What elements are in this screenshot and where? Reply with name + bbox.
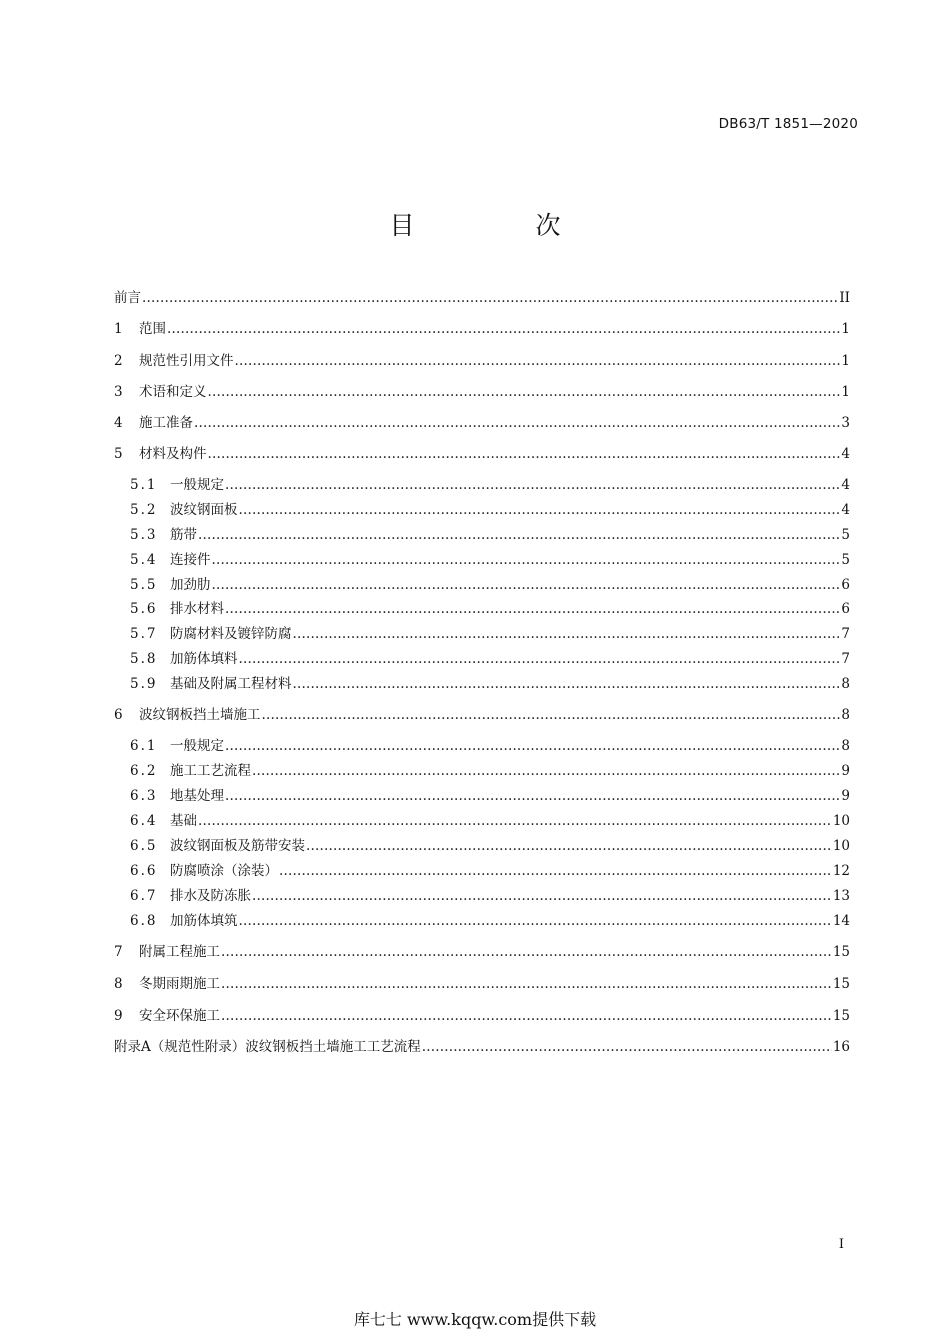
toc-entry-label: 冬期雨期施工 — [139, 976, 220, 992]
toc-entry-number: 1 — [114, 321, 123, 337]
toc-entry[interactable] — [114, 834, 850, 856]
toc-entry-label: 防腐材料及镀锌防腐 — [170, 626, 292, 642]
toc-entry[interactable] — [114, 1004, 850, 1026]
toc-entry-page: 14 — [832, 913, 850, 929]
toc-entry-page: 7 — [841, 626, 850, 642]
toc-entry-label: 波纹钢面板 — [170, 502, 238, 518]
toc-entry-page: 5 — [841, 552, 850, 568]
toc-entry[interactable] — [114, 784, 850, 806]
toc-entry-number: 7 — [114, 944, 123, 960]
toc-entry-page: 10 — [832, 813, 850, 829]
toc-entry-page: 3 — [841, 415, 850, 431]
toc-leader-dots — [212, 552, 841, 568]
toc-entry[interactable] — [114, 884, 850, 906]
toc-entry-number: 6.3 — [130, 788, 158, 804]
toc-entry-label: 附属工程施工 — [139, 944, 220, 960]
toc-entry-number: 4 — [114, 415, 123, 431]
toc-entry-number: 6.4 — [130, 813, 158, 829]
toc-entry-page: 16 — [832, 1039, 850, 1055]
toc-leader-dots — [293, 676, 841, 692]
toc-leader-dots — [225, 601, 840, 617]
toc-entry-page: 9 — [841, 763, 850, 779]
toc-leader-dots — [279, 863, 832, 879]
toc-entry-label: 一般规定 — [170, 738, 224, 754]
toc-entry-number: 6.2 — [130, 763, 158, 779]
toc-entry-page: 15 — [832, 976, 850, 992]
toc-leader-dots — [239, 502, 841, 518]
toc-entry-label: 术语和定义 — [139, 384, 207, 400]
toc-entry[interactable] — [114, 573, 850, 595]
toc-entry[interactable] — [114, 286, 850, 308]
page-number: I — [838, 1237, 844, 1252]
toc-entry-page: 13 — [832, 888, 850, 904]
toc-leader-dots — [252, 888, 832, 904]
toc-entry[interactable] — [114, 703, 850, 725]
toc-entry-number: 6.1 — [130, 738, 158, 754]
toc-entry-label: 附录A（规范性附录）波纹钢板挡土墙施工工艺流程 — [114, 1039, 421, 1055]
toc-entry-label: 前言 — [114, 290, 141, 306]
toc-leader-dots — [221, 1008, 832, 1024]
toc-entry-label: 波纹钢板挡土墙施工 — [139, 707, 261, 723]
toc-entry-label: 筋带 — [170, 527, 197, 543]
toc-leader-dots — [225, 738, 840, 754]
toc-entry-label: 基础 — [170, 813, 197, 829]
toc-leader-dots — [208, 384, 841, 400]
toc-entry-page: 8 — [841, 707, 850, 723]
toc-entry-number: 5.6 — [130, 601, 158, 617]
toc-entry-label: 一般规定 — [170, 477, 224, 493]
toc-entry-number: 5.9 — [130, 676, 158, 692]
toc-entry[interactable] — [114, 548, 850, 570]
toc-entry-number: 5 — [114, 446, 123, 462]
toc-leader-dots — [225, 477, 840, 493]
toc-entry-page: 12 — [832, 863, 850, 879]
toc-entry-number: 6.6 — [130, 863, 158, 879]
toc-entry-label: 排水材料 — [170, 601, 224, 617]
toc-entry-number: 6.5 — [130, 838, 158, 854]
toc-entry[interactable] — [114, 909, 850, 931]
toc-entry-number: 5.3 — [130, 527, 158, 543]
toc-entry[interactable] — [114, 1035, 850, 1057]
toc-entry-number: 3 — [114, 384, 123, 400]
toc-leader-dots — [293, 626, 841, 642]
toc-entry-page: 4 — [841, 477, 850, 493]
toc-entry-page: 1 — [841, 384, 850, 400]
toc-entry-page: 8 — [841, 738, 850, 754]
toc-leader-dots — [208, 446, 841, 462]
toc-leader-dots — [306, 838, 832, 854]
toc-entry-number: 5.7 — [130, 626, 158, 642]
toc-leader-dots — [422, 1039, 832, 1055]
toc-leader-dots — [212, 577, 841, 593]
toc-entry[interactable] — [114, 442, 850, 464]
toc-entry-page: 6 — [841, 601, 850, 617]
toc-leader-dots — [262, 707, 841, 723]
toc-entry-label: 波纹钢面板及筋带安装 — [170, 838, 305, 854]
toc-entry[interactable] — [114, 317, 850, 339]
toc-entry-page: 4 — [841, 446, 850, 462]
toc-entry[interactable] — [114, 940, 850, 962]
footer-watermark: 库七七 www.kqqw.com提供下载 — [353, 1310, 597, 1329]
toc-entry-page: 1 — [841, 321, 850, 337]
toc-entry-number: 9 — [114, 1008, 123, 1024]
toc-entry-label: 加劲肋 — [170, 577, 211, 593]
page-title: 目 次 — [389, 211, 609, 240]
toc-leader-dots — [239, 913, 832, 929]
toc-entry-label: 范围 — [139, 321, 166, 337]
toc-entry-label: 加筋体填料 — [170, 651, 238, 667]
toc-entry-page: 10 — [832, 838, 850, 854]
standard-code: DB63/T 1851—2020 — [718, 116, 858, 132]
toc-entry-number: 5.8 — [130, 651, 158, 667]
toc-leader-dots — [225, 788, 840, 804]
toc-entry-page: 7 — [841, 651, 850, 667]
toc-leader-dots — [221, 976, 832, 992]
toc-entry-label: 排水及防冻胀 — [170, 888, 251, 904]
toc-entry-number: 5.2 — [130, 502, 158, 518]
toc-leader-dots — [194, 415, 840, 431]
toc-entry-number: 8 — [114, 976, 123, 992]
toc-entry[interactable] — [114, 597, 850, 619]
toc-leader-dots — [167, 321, 840, 337]
toc-entry-page: 1 — [841, 353, 850, 369]
toc-entry[interactable] — [114, 473, 850, 495]
toc-entry-label: 施工准备 — [139, 415, 193, 431]
toc-entry[interactable] — [114, 972, 850, 994]
toc-leader-dots — [252, 763, 840, 779]
toc-entry-page: 15 — [832, 1008, 850, 1024]
toc-entry-page: 5 — [841, 527, 850, 543]
toc-leader-dots — [198, 527, 840, 543]
toc-entry[interactable] — [114, 647, 850, 669]
toc-entry[interactable] — [114, 498, 850, 520]
toc-entry-label: 地基处理 — [170, 788, 224, 804]
toc-leader-dots — [239, 651, 841, 667]
toc-entry-label: 基础及附属工程材料 — [170, 676, 292, 692]
toc-entry-label: 规范性引用文件 — [139, 353, 234, 369]
toc-entry-label: 安全环保施工 — [139, 1008, 220, 1024]
toc-entry[interactable] — [114, 734, 850, 756]
toc-leader-dots — [198, 813, 832, 829]
toc-entry-page: 15 — [832, 944, 850, 960]
toc-entry-label: 加筋体填筑 — [170, 913, 238, 929]
toc-leader-dots — [235, 353, 841, 369]
toc-entry[interactable] — [114, 380, 850, 402]
toc-entry-number: 6.7 — [130, 888, 158, 904]
toc-entry-page: 4 — [841, 502, 850, 518]
toc-entry[interactable] — [114, 523, 850, 545]
toc-leader-dots — [142, 290, 838, 306]
toc-entry[interactable] — [114, 411, 850, 433]
toc-leader-dots — [221, 944, 832, 960]
toc-entry-number: 5.5 — [130, 577, 158, 593]
toc-entry-label: 材料及构件 — [139, 446, 207, 462]
toc-entry-number: 6.8 — [130, 913, 158, 929]
toc-entry[interactable] — [114, 349, 850, 371]
toc-entry-label: 防腐喷涂（涂装） — [170, 863, 278, 879]
toc-entry-page: 6 — [841, 577, 850, 593]
toc-entry-label: 施工工艺流程 — [170, 763, 251, 779]
toc-entry[interactable] — [114, 759, 850, 781]
toc-entry-number: 6 — [114, 707, 123, 723]
toc-entry[interactable] — [114, 859, 850, 881]
toc-entry-label: 连接件 — [170, 552, 211, 568]
toc-entry-page: II — [839, 290, 850, 306]
toc-entry-page: 9 — [841, 788, 850, 804]
toc-entry-number: 5.4 — [130, 552, 158, 568]
toc-entry[interactable] — [114, 672, 850, 694]
toc-entry-number: 2 — [114, 353, 123, 369]
toc-entry[interactable] — [114, 809, 850, 831]
toc-entry-number: 5.1 — [130, 477, 158, 493]
toc-entry-page: 8 — [841, 676, 850, 692]
toc-entry[interactable] — [114, 622, 850, 644]
